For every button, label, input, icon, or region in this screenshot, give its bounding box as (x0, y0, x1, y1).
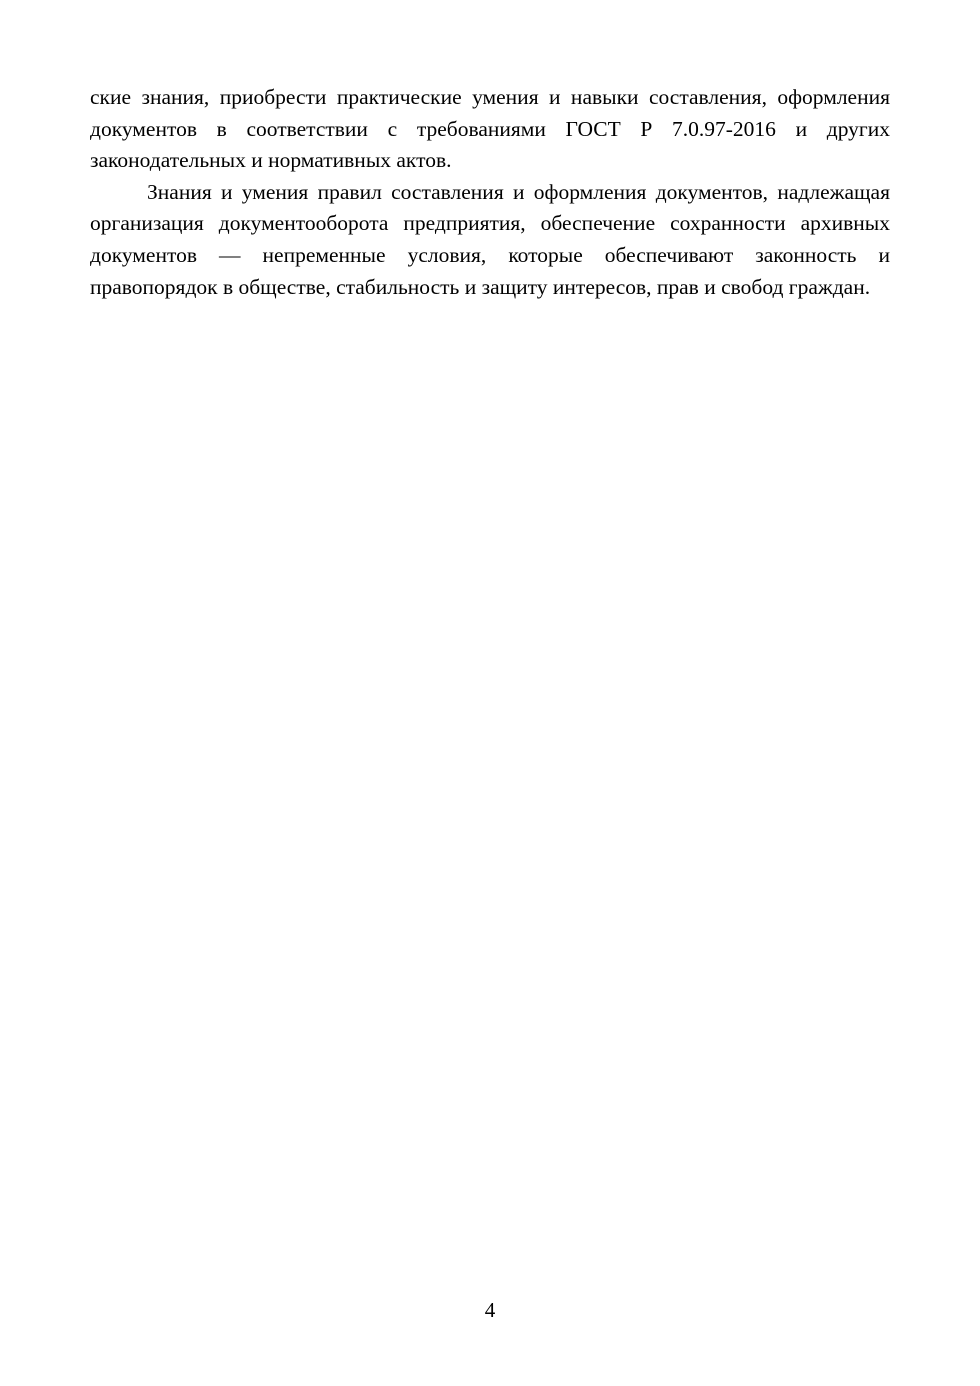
paragraph-second: Знания и умения правил составления и оформления документов, надлежащая организация документооборота предприятия, обеспечение сохранности архивных документов — непременные условия, которые обеспечивают законность и правопорядок в обществе, стабильность и защиту интересов, прав и свобод граждан. (90, 179, 890, 299)
paragraph-continuation: ские знания, приобрести практические умения и навыки составления, оформления документов в соответствии с требованиями ГОСТ Р 7.0.97-2016 и других законодательных и нормативных актов. (90, 85, 890, 173)
page-number: 4 (484, 1298, 496, 1322)
body-text (90, 82, 890, 303)
